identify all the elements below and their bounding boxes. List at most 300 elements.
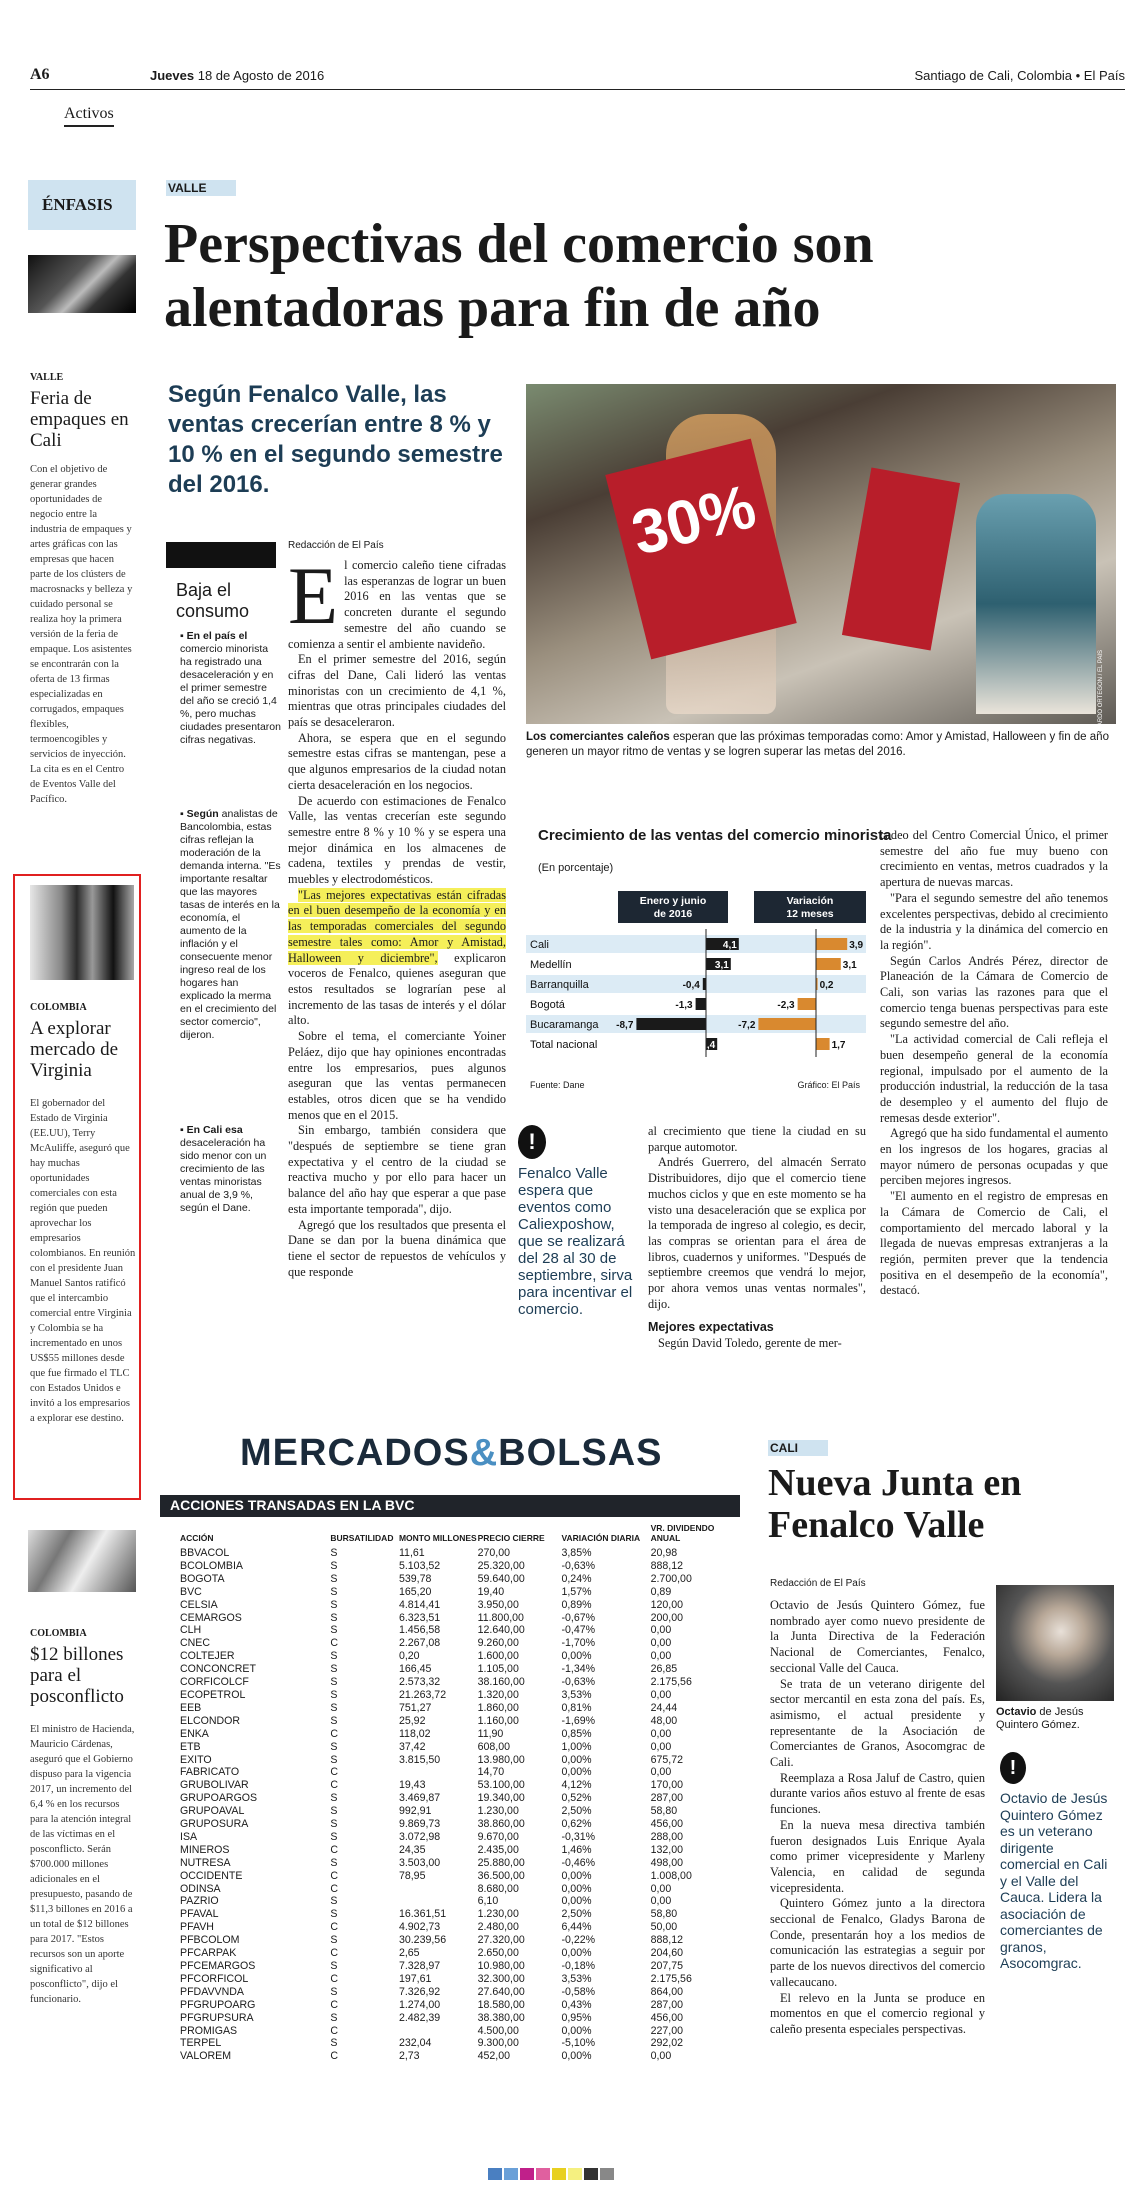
- retail-growth-chart: [526, 885, 866, 1095]
- main-photo: [526, 384, 1116, 724]
- dropcap: E: [288, 550, 339, 641]
- table-cell: 58,80: [650, 1908, 678, 1921]
- table-cell: -0,63%: [561, 1559, 596, 1572]
- chart-category-label: Bucaramanga: [530, 1019, 599, 1031]
- chart-bar-s1: [696, 998, 706, 1010]
- main-kicker: VALLE: [166, 180, 236, 196]
- table-cell: S: [330, 1740, 338, 1753]
- table-cell: PFBCOLOM: [180, 1934, 240, 1947]
- main-deck: Según Fenalco Valle, las ventas crecerían entre 8 % y 10 % en el segundo semestre del 2016.: [168, 381, 503, 498]
- table-cell: -1,70%: [561, 1637, 596, 1650]
- table-cell: S: [330, 1559, 338, 1572]
- table-cell: PFCARPAK: [180, 1947, 237, 1960]
- table-cell: 18.580,00: [477, 1998, 525, 2011]
- table-cell: C: [330, 1947, 338, 1960]
- sale-sign-2: [842, 467, 960, 650]
- table-cell: 11,90: [477, 1727, 504, 1740]
- table-cell: [399, 1895, 478, 1908]
- table-cell: GRUPOAVAL: [180, 1805, 245, 1818]
- chart-source: Fuente: Dane: [530, 1080, 585, 1090]
- table-cell: 19,43: [398, 1779, 426, 1792]
- table-cell: 12.640,00: [477, 1624, 525, 1637]
- table-cell: 4.902,73: [398, 1921, 441, 1934]
- table-row: [165, 1560, 745, 1573]
- table-cell: 3.072,98: [398, 1830, 441, 1843]
- table-cell: 292,02: [650, 2037, 683, 2050]
- junta-headline: Nueva Junta en Fenalco Valle: [768, 1462, 1022, 1546]
- table-cell: S: [330, 2011, 338, 2024]
- table-cell: S: [330, 1676, 338, 1689]
- table-cell: 120,00: [650, 1598, 683, 1611]
- sidebar-item-2: ▪ Según analistas de Bancolombia, estas cifras reflejan la moderación de la demanda interna. "Es importante resaltar que las mayores tasas de interés en la economía, el aumento de la inflación y el consecuente menor ingreso real de los hogares han explicado la merma en el crecimiento del sector comercio", dijeron.: [180, 808, 281, 1041]
- chart-series-name-1b: de 2016: [653, 908, 693, 920]
- markets-bar: ACCIONES TRANSADAS EN LA BVC: [160, 1495, 740, 1517]
- chart-value-s2: 0,2: [819, 980, 834, 991]
- table-row: [165, 1818, 745, 1831]
- table-row: [165, 1637, 745, 1650]
- table-cell: S: [330, 1650, 338, 1663]
- table-cell: 1.320,00: [477, 1688, 519, 1701]
- junta-pull-quote: Octavio de Jesús Quintero Gómez es un veterano dirigente comercial en Cali y el Valle del Cauca. Lidera la asociación de comerciantes de granos, Asocomgrac.: [1000, 1790, 1108, 1971]
- chart-category-label: Cali: [530, 939, 549, 951]
- table-cell: 7.326,92: [398, 1985, 441, 1998]
- table-cell: C: [330, 1843, 338, 1856]
- table-row: [165, 1844, 745, 1857]
- table-cell: 26,85: [650, 1663, 678, 1676]
- table-cell: C: [330, 1766, 338, 1779]
- table-cell: ENKA: [180, 1727, 209, 1740]
- table-row: [165, 1547, 745, 1560]
- table-cell: 27.640,00: [477, 1985, 525, 1998]
- table-cell: 539,78: [398, 1572, 432, 1585]
- main-headline: Perspectivas del comercio son alentadoras para fin de año: [164, 213, 874, 339]
- chart-bar-s2: [816, 938, 847, 950]
- table-cell: 0,00%: [561, 1650, 592, 1663]
- table-cell: 37,42: [398, 1740, 426, 1753]
- table-cell: 0,00%: [561, 2050, 592, 2063]
- table-cell: 11,61: [398, 1547, 425, 1559]
- table-cell: GRUBOLIVAR: [180, 1779, 249, 1792]
- color-swatch: [504, 2168, 518, 2180]
- table-cell: PFAVAL: [180, 1908, 219, 1921]
- stocks-header-1: ACCIÓN: [180, 1533, 214, 1543]
- table-cell: EXITO: [180, 1753, 212, 1766]
- color-swatch: [520, 2168, 534, 2180]
- table-cell: 0,52%: [561, 1792, 592, 1805]
- table-cell: C: [330, 1727, 338, 1740]
- rail-body-2: El gobernador del Estado de Virginia (EE.UU), Terry McAuliffe, aseguró que hay muchas oportunidades comerciales con esta región que pueden aprovechar los empresarios colombianos. En reunión con el presidente Juan Manuel Santos ratificó que el intercambio comercial entre Virginia y Colombia se ha incrementado en unos US$55 millones desde que fue firmado el TLC con Estados Unidos e invitó a los empresarios a explorar ese destino.: [30, 1098, 136, 1424]
- publication-location: Santiago de Cali, Colombia • El País: [914, 68, 1125, 83]
- table-cell: 2.480,00: [477, 1921, 519, 1934]
- table-cell: 0,62%: [561, 1818, 592, 1831]
- table-cell: 0,00: [650, 1637, 672, 1650]
- table-cell: S: [330, 1908, 338, 1921]
- table-row: [165, 2050, 745, 2063]
- rail-photo-meeting: [30, 885, 134, 980]
- table-cell: S: [330, 1598, 338, 1611]
- chart-value-s2: 1,7: [831, 1040, 846, 1051]
- table-cell: 456,00: [650, 2011, 683, 2024]
- table-cell: EEB: [180, 1701, 202, 1714]
- table-cell: 232,04: [398, 2037, 432, 2050]
- table-cell: 10.980,00: [477, 1960, 525, 1972]
- chart-category-label: Bogotá: [530, 999, 565, 1011]
- stocks-table: [165, 1523, 745, 2063]
- table-cell: BVC: [180, 1585, 202, 1598]
- sidebar-headline: Baja el consumo: [176, 580, 250, 621]
- table-cell: 3.950,00: [477, 1598, 519, 1611]
- table-cell: 0,00: [650, 2050, 672, 2063]
- chart-series-name-2: Variación: [786, 895, 834, 907]
- body-column-3: cadeo del Centro Comercial Único, el primer semestre del año fue muy bueno con crecimiento en ventas, metros cuadrados y la apertura de nuevas marcas. "Para el segundo semestre del año tenemos excelentes perspectivas, debido al crecimiento de la industria y la dinámica del comercio en la región". Según Carlos Andrés Pérez, director de Planeación de la Cámara de Comercio de Cali, son varias las razones para que el comercio tenga buenas perspectivas para este segundo semestre del año. "La actividad comercial de Cali refleja el buen desempeño general de la economía regional, impulsado por el aumento de la producción industrial, la reducción de la tasa de desempleo y el aumento del flujo de remesas desde exterior". Agregó que ha sido fundamental el aumento en los ingresos de los hogares, gracias al mayor número de personas ocupadas y que perciben mejores ingresos. "El aumento en el registro de empresas en la Cámara de Comercio de Cali, el comportamiento del mercado laboral y la llegada de nuevas empresas extranjeras a la región, permiten prever que la tendencia positiva en el desempeño de la economía", destacó.: [880, 828, 1108, 1298]
- table-cell: 9.300,00: [477, 2037, 519, 2050]
- rail-headline-1: Feria de empaques en Cali: [30, 388, 129, 451]
- table-cell: 50,00: [650, 1921, 678, 1934]
- rail-photo-packaging: [28, 255, 136, 313]
- chart-value-s2: -7,2: [738, 1020, 756, 1031]
- table-cell: 165,20: [398, 1585, 432, 1598]
- chart-value-s1: -1,3: [675, 1000, 693, 1011]
- table-cell: 0,00%: [561, 1947, 592, 1960]
- table-cell: 0,85%: [561, 1727, 592, 1740]
- enfasis-label: ÉNFASIS: [28, 180, 136, 230]
- table-cell: S: [330, 1792, 338, 1805]
- table-row: [165, 1792, 745, 1805]
- table-cell: 30.239,56: [398, 1934, 447, 1947]
- table-cell: GRUPOARGOS: [180, 1792, 258, 1805]
- table-cell: S: [330, 1714, 338, 1727]
- rail-kicker-2: COLOMBIA: [30, 1002, 87, 1013]
- table-cell: 4,12%: [561, 1779, 592, 1792]
- table-cell: 200,00: [650, 1611, 683, 1624]
- table-row: [165, 1895, 745, 1908]
- table-cell: 0,00: [650, 1895, 672, 1908]
- table-cell: 25.320,00: [477, 1559, 525, 1572]
- table-cell: ISA: [180, 1830, 198, 1843]
- table-cell: 2,73: [398, 2050, 420, 2063]
- table-row: [165, 1702, 745, 1715]
- table-cell: 21.263,72: [398, 1688, 447, 1701]
- table-cell: 32.300,00: [477, 1972, 525, 1985]
- table-cell: 498,00: [650, 1856, 683, 1869]
- table-cell: C: [330, 1921, 338, 1934]
- table-cell: 3.503,00: [398, 1856, 441, 1869]
- table-cell: 204,60: [650, 1947, 683, 1960]
- table-cell: CORFICOLCF: [180, 1676, 249, 1689]
- table-cell: PFCORFICOL: [180, 1972, 249, 1985]
- table-cell: [399, 2025, 478, 2038]
- table-cell: 0,00: [650, 1624, 672, 1637]
- table-cell: 1.274,00: [398, 1998, 441, 2011]
- highlighted-quote: "Las mejores expectativas están cifradas en el buen desempeño de la economía y en las temporadas comerciales del segundo semestre tales como: Amor y Amistad, Halloween y diciembre",: [288, 887, 506, 965]
- table-cell: S: [330, 1895, 338, 1908]
- table-row: [165, 1947, 745, 1960]
- table-cell: 2,50%: [561, 1908, 592, 1921]
- table-cell: 1,46%: [561, 1843, 592, 1856]
- rail-photo-money: [28, 1530, 136, 1592]
- table-cell: 27.320,00: [477, 1934, 525, 1947]
- table-cell: 207,75: [650, 1960, 683, 1972]
- table-cell: 888,12: [650, 1559, 683, 1572]
- table-cell: 2.650,00: [477, 1947, 519, 1960]
- table-cell: 118,02: [398, 1727, 431, 1740]
- table-cell: 2,65: [398, 1947, 420, 1960]
- table-row: [165, 1908, 745, 1921]
- table-cell: S: [330, 1805, 338, 1818]
- table-row: [165, 1870, 745, 1883]
- table-row: [165, 1728, 745, 1741]
- table-cell: 2,50%: [561, 1805, 592, 1818]
- table-cell: S: [330, 1934, 338, 1947]
- chart-value-s2: 3,1: [842, 960, 857, 971]
- chart-series-name-2b: 12 meses: [786, 908, 834, 920]
- table-cell: 864,00: [650, 1985, 683, 1998]
- body-column-1: El comercio caleño tiene cifradas las esperanzas de lograr un buen 2016 en las ventas que se concreten durante el segundo semestre del año cuando se comienza a sentir el ambiente navideño. En el primer semestre del 2016, según cifras del Dane, Cali lideró las ventas minoristas con un crecimiento de 4,1 %, mientras que otras principales ciudades del país se desaceleraron. Ahora, se espera que en el segundo semestre estas cifras se mantengan, pese a que algunos empresarios de la ciudad notan cierta desaceleración en los negocios. De acuerdo con estimaciones de Fenalco Valle, las ventas crecerían este segundo semestre entre 8 % y 10 % y se espera una mejor dinámica en los almacenes de cadena, textiles y prendas de vestir, muebles y electrodomésticos. "Las mejores expectativas están cifradas en el buen desempeño de la economía y en las temporadas comerciales del segundo semestre tales como: Amor y Amistad, Halloween y diciembre", explicaron voceros de Fenalco, quienes aseguran que estos resultados se lograrían pese al incremento de las tasas de interés y el dólar alto. Sobre el tema, el comerciante Yoiner Peláez, dijo que hay opiniones encontradas entre los empresarios, pues algunos aseguran que las ventas permanecen estables, otros dicen que se ha vendido menos que en el 2015. Sin embargo, también considera que "después de septiembre se tiene gran expectativa y el centro de la ciudad se reactiva mucho y por ello para hacer un balance del año hay que esperar a que pase esta importante temporada", dijo. Agregó que los resultados que presenta el Dane se dan por la buena dinámica que tiene el sector de repuestos de vehículos y que responde: [288, 550, 507, 1279]
- chart-category-label: Medellín: [530, 959, 572, 971]
- table-cell: -0,63%: [561, 1676, 596, 1689]
- rail-body-1: Con el objetivo de generar grandes oportunidades de negocio entre la industria de empaques y artes gráficas con las empresas que hacen parte de los clústers de macrosnacks y belleza y cuidado personal se realiza hoy la primera versión de la feria de empaque. Los asistentes se encontrarán con la oferta de 13 firmas especializadas en corrugados, empaques flexibles, termoencogibles y servicios de inyección. La cita es en el Centro de Eventos Valle del Pacífico.: [30, 464, 133, 805]
- table-row: [165, 1754, 745, 1767]
- table-row: [165, 1805, 745, 1818]
- table-cell: FABRICATO: [180, 1766, 240, 1779]
- table-cell: S: [330, 1611, 338, 1624]
- chart-bar-s2: [798, 998, 816, 1010]
- chart-value-s1: 3,1: [714, 960, 729, 971]
- table-cell: CELSIA: [180, 1598, 218, 1611]
- table-cell: 2.435,00: [477, 1843, 519, 1856]
- table-cell: 2.700,00: [650, 1572, 692, 1585]
- table-cell: 2.175,56: [650, 1676, 692, 1689]
- table-cell: [399, 1883, 478, 1896]
- table-cell: PAZRIO: [180, 1895, 219, 1908]
- pull-quote: Fenalco Valle espera que eventos como Caliexposhow, que se realizará del 28 al 30 de septiembre, sirva para incentivar el comercio.: [518, 1165, 633, 1318]
- table-cell: S: [330, 1624, 338, 1637]
- table-cell: 9.260,00: [477, 1637, 519, 1650]
- table-cell: 0,24%: [561, 1572, 592, 1585]
- table-row: [165, 1676, 745, 1689]
- exclamation-icon: !: [518, 1125, 546, 1159]
- page-header: [30, 64, 1125, 90]
- sidebar-item-3: ▪ En Cali esa desaceleración ha sido menor con un crecimiento de las ventas minoristas anual de 3,9 %, según el Dane.: [180, 1124, 267, 1214]
- table-cell: PFGRUPOARG: [180, 1998, 256, 2011]
- table-cell: 36.500,00: [477, 1869, 525, 1882]
- table-cell: 5.103,52: [398, 1559, 441, 1572]
- chart-category-label: Total nacional: [530, 1039, 598, 1051]
- stocks-header-6: VR. DIVIDENDO ANUAL: [650, 1523, 715, 1543]
- table-cell: S: [330, 1547, 338, 1559]
- table-cell: MINEROS: [180, 1843, 230, 1856]
- table-cell: 38.860,00: [477, 1818, 525, 1831]
- print-color-bar: [488, 2168, 614, 2180]
- table-cell: CEMARGOS: [180, 1611, 242, 1624]
- table-row: [165, 1612, 745, 1625]
- chart-bar-s1: [636, 1018, 706, 1030]
- section-name: Activos: [64, 105, 114, 127]
- table-cell: S: [330, 1753, 338, 1766]
- table-cell: C: [330, 1882, 338, 1895]
- chart-value-s1: -8,7: [616, 1020, 634, 1031]
- table-cell: BCOLOMBIA: [180, 1559, 243, 1572]
- table-row: [165, 1831, 745, 1844]
- table-cell: 7.328,97: [398, 1960, 441, 1972]
- chart-value-s1: -0,4: [682, 980, 700, 991]
- table-cell: S: [330, 1572, 338, 1585]
- table-cell: VALOREM: [180, 2050, 232, 2063]
- dateline: Jueves 18 de Agosto de 2016: [150, 68, 325, 83]
- table-cell: 1.230,00: [477, 1908, 519, 1921]
- table-cell: S: [330, 1960, 338, 1972]
- exclamation-icon-2: !: [1000, 1752, 1026, 1784]
- table-cell: PFDAVVNDA: [180, 1985, 244, 1998]
- portrait-photo: [996, 1585, 1114, 1701]
- chart-series-name-1: Enero y junio: [639, 895, 707, 907]
- table-cell: S: [330, 2037, 338, 2050]
- table-cell: 59.640,00: [477, 1572, 525, 1585]
- table-cell: 1.105,00: [477, 1663, 519, 1676]
- table-cell: 227,00: [650, 2024, 683, 2037]
- sidebar-item-1: ▪ En el país el comercio minorista ha registrado una desaceleración y en el primer semestre del año se creció 1,4 %, pero muchas ciudades presentaron cifras negativas.: [180, 630, 281, 746]
- table-cell: 675,72: [650, 1753, 683, 1766]
- table-cell: 270,00: [477, 1547, 510, 1559]
- table-cell: 3,85%: [561, 1547, 592, 1559]
- table-cell: 16.361,51: [398, 1908, 447, 1921]
- table-cell: [399, 1766, 478, 1779]
- chart-value-s1: 1,4: [701, 1040, 716, 1051]
- color-swatch: [488, 2168, 502, 2180]
- table-cell: 132,00: [650, 1843, 683, 1856]
- table-cell: 6,10: [477, 1895, 499, 1908]
- rail-kicker-3: COLOMBIA: [30, 1628, 87, 1639]
- table-cell: 8.680,00: [477, 1882, 519, 1895]
- table-cell: BOGOTA: [180, 1572, 225, 1585]
- chart-footer: [530, 1080, 860, 1090]
- table-cell: 9.869,73: [398, 1818, 441, 1831]
- table-cell: TERPEL: [180, 2037, 222, 2050]
- table-cell: NUTRESA: [180, 1856, 231, 1869]
- stocks-header-3: MONTO MILLONES: [398, 1533, 477, 1543]
- table-cell: 0,00: [650, 1766, 672, 1779]
- table-cell: 0,00: [650, 1727, 672, 1740]
- table-cell: 6.323,51: [398, 1611, 441, 1624]
- table-row: [165, 1921, 745, 1934]
- table-cell: 2.573,32: [398, 1676, 441, 1689]
- table-cell: 3.815,50: [398, 1753, 441, 1766]
- table-cell: PFGRUPSURA: [180, 2011, 254, 2024]
- table-cell: 38.160,00: [477, 1676, 525, 1689]
- table-cell: COLTEJER: [180, 1650, 235, 1663]
- table-cell: 2.482,39: [398, 2011, 441, 2024]
- table-cell: -0,58%: [561, 1985, 596, 1998]
- stocks-table-header: [165, 1523, 745, 1547]
- table-row: [165, 2025, 745, 2038]
- table-cell: S: [330, 1830, 338, 1843]
- rail-kicker-1: VALLE: [30, 372, 64, 383]
- table-cell: 1.600,00: [477, 1650, 519, 1663]
- page-number: A6: [30, 66, 50, 83]
- table-cell: OCCIDENTE: [180, 1869, 243, 1882]
- stocks-header-4: PRECIO CIERRE: [477, 1533, 545, 1543]
- table-cell: 1.456,58: [398, 1624, 441, 1637]
- table-row: [165, 1599, 745, 1612]
- table-cell: 0,00%: [561, 1895, 592, 1908]
- junta-body: Octavio de Jesús Quintero Gómez, fue nombrado ayer como nuevo presidente de la Junta Directiva de la Federación Nacional de Comerciantes, Fenalco, seccional Valle del Cauca. Se trata de un veterano dirigente del sector mercantil en esta zona del país. Es, asimismo, el actual presidente y representante de la Asociación de Comerciantes de Granos, Asocomgrac de Cali. Reemplaza a Rosa Jaluf de Castro, quien durante varios años estuvo al frente de esas funciones. En la nueva mesa directiva también fueron designados Luis Enrique Ayala como primer vicepresidente y Marleny Valencia, en calidad de segunda vicepresidenta. Quintero Gómez junto a la directora seccional de Fenalco, Gladys Barona de Conde, presentarán hoy a los medios de comunicación las estrategias a seguir por parte de los nuevos directivos del comercio vallecaucano. El relevo en la Junta se produce en momentos en que el comercio regional y caleño presenta especiales perspectivas.: [770, 1598, 985, 2036]
- table-cell: S: [330, 1856, 338, 1869]
- table-cell: -0,22%: [561, 1934, 596, 1947]
- color-swatch: [568, 2168, 582, 2180]
- table-cell: 452,00: [477, 2050, 510, 2063]
- table-cell: 608,00: [477, 1740, 510, 1753]
- table-cell: 992,91: [398, 1805, 432, 1818]
- table-row: [165, 1663, 745, 1676]
- table-cell: 1,57%: [561, 1585, 592, 1598]
- table-row: [165, 1883, 745, 1896]
- color-swatch: [584, 2168, 598, 2180]
- table-cell: 48,00: [650, 1714, 678, 1727]
- table-cell: C: [330, 1779, 338, 1792]
- table-cell: ODINSA: [180, 1882, 221, 1895]
- table-cell: 2.267,08: [398, 1637, 441, 1650]
- table-row: [165, 2012, 745, 2025]
- table-cell: 20,98: [650, 1547, 678, 1559]
- table-cell: 78,95: [398, 1869, 426, 1882]
- table-row: [165, 1689, 745, 1702]
- chart-value-s2: -2,3: [777, 1000, 795, 1011]
- photo-credit: RICARDO ORTEGÓN / EL PAÍS: [1098, 650, 1104, 737]
- rail-headline-3: $12 billones para el posconflicto: [30, 1644, 124, 1707]
- portrait-caption: Octavio de Jesús Quintero Gómez.: [996, 1706, 1084, 1731]
- table-cell: C: [330, 1869, 338, 1882]
- table-cell: 197,61: [398, 1972, 432, 1985]
- table-cell: ELCONDOR: [180, 1714, 241, 1727]
- main-byline: Redacción de El País: [288, 540, 384, 551]
- subhead-expectativas: Mejores expectativas: [648, 1320, 774, 1335]
- photo-caption: Los comerciantes caleños esperan que las próximas temporadas como: Amor y Amistad, Halloween y fin de año generen un mayor ritmo de ventas y se logren superar las metas del 2016.: [526, 731, 1109, 758]
- chart-graphic-credit: Gráfico: El País: [797, 1080, 860, 1090]
- table-cell: 888,12: [650, 1934, 683, 1947]
- table-cell: 0,00%: [561, 1869, 592, 1882]
- table-cell: 0,43%: [561, 1998, 592, 2011]
- table-row: [165, 1715, 745, 1728]
- chart-bar-s2: [816, 958, 841, 970]
- chart-subtitle: (En porcentaje): [538, 862, 614, 874]
- table-cell: ETB: [180, 1740, 201, 1753]
- stocks-header-2: BURSATILIDAD: [330, 1533, 394, 1543]
- table-row: [165, 1573, 745, 1586]
- table-cell: 14,70: [477, 1766, 505, 1779]
- table-row: [165, 1857, 745, 1870]
- table-cell: 24,44: [650, 1701, 678, 1714]
- table-cell: 0,00%: [561, 1766, 592, 1779]
- table-cell: 3.469,87: [398, 1792, 441, 1805]
- chart-value-s2: 3,9: [849, 940, 864, 951]
- table-cell: 9.670,00: [477, 1830, 519, 1843]
- table-cell: 0,81%: [561, 1701, 592, 1714]
- body-column-2: al crecimiento que tiene la ciudad en su parque automotor. Andrés Guerrero, del almacén Serrato Distribuidores, dijo que el comercio tiene muchos ciclos y que en este momento se ha visto una desaceleración que se explica por la temporada de ingreso al colegio, es decir, las compras se orientan para el área de libros, cuadernos y uniformes. "Después de septiembre creemos que vendrá lo mejor, por ahora vemos unas ventas normales", dijo. Mejores expectativas Según David Toledo, gerente de mer-: [648, 1124, 866, 1351]
- table-cell: S: [330, 1688, 338, 1701]
- table-row: [165, 1960, 745, 1973]
- table-cell: 1.160,00: [477, 1714, 519, 1727]
- table-cell: PFCEMARGOS: [180, 1960, 256, 1972]
- table-cell: CONCONCRET: [180, 1663, 256, 1676]
- junta-byline: Redacción de El País: [770, 1578, 866, 1589]
- table-cell: 25.880,00: [477, 1856, 525, 1869]
- stocks-header-5: VARIACIÓN DIARIA: [561, 1533, 641, 1543]
- table-cell: 166,45: [398, 1663, 432, 1676]
- shoppers-figure: [976, 494, 1096, 714]
- table-cell: 170,00: [650, 1779, 683, 1792]
- color-swatch: [552, 2168, 566, 2180]
- table-cell: -0,31%: [561, 1830, 596, 1843]
